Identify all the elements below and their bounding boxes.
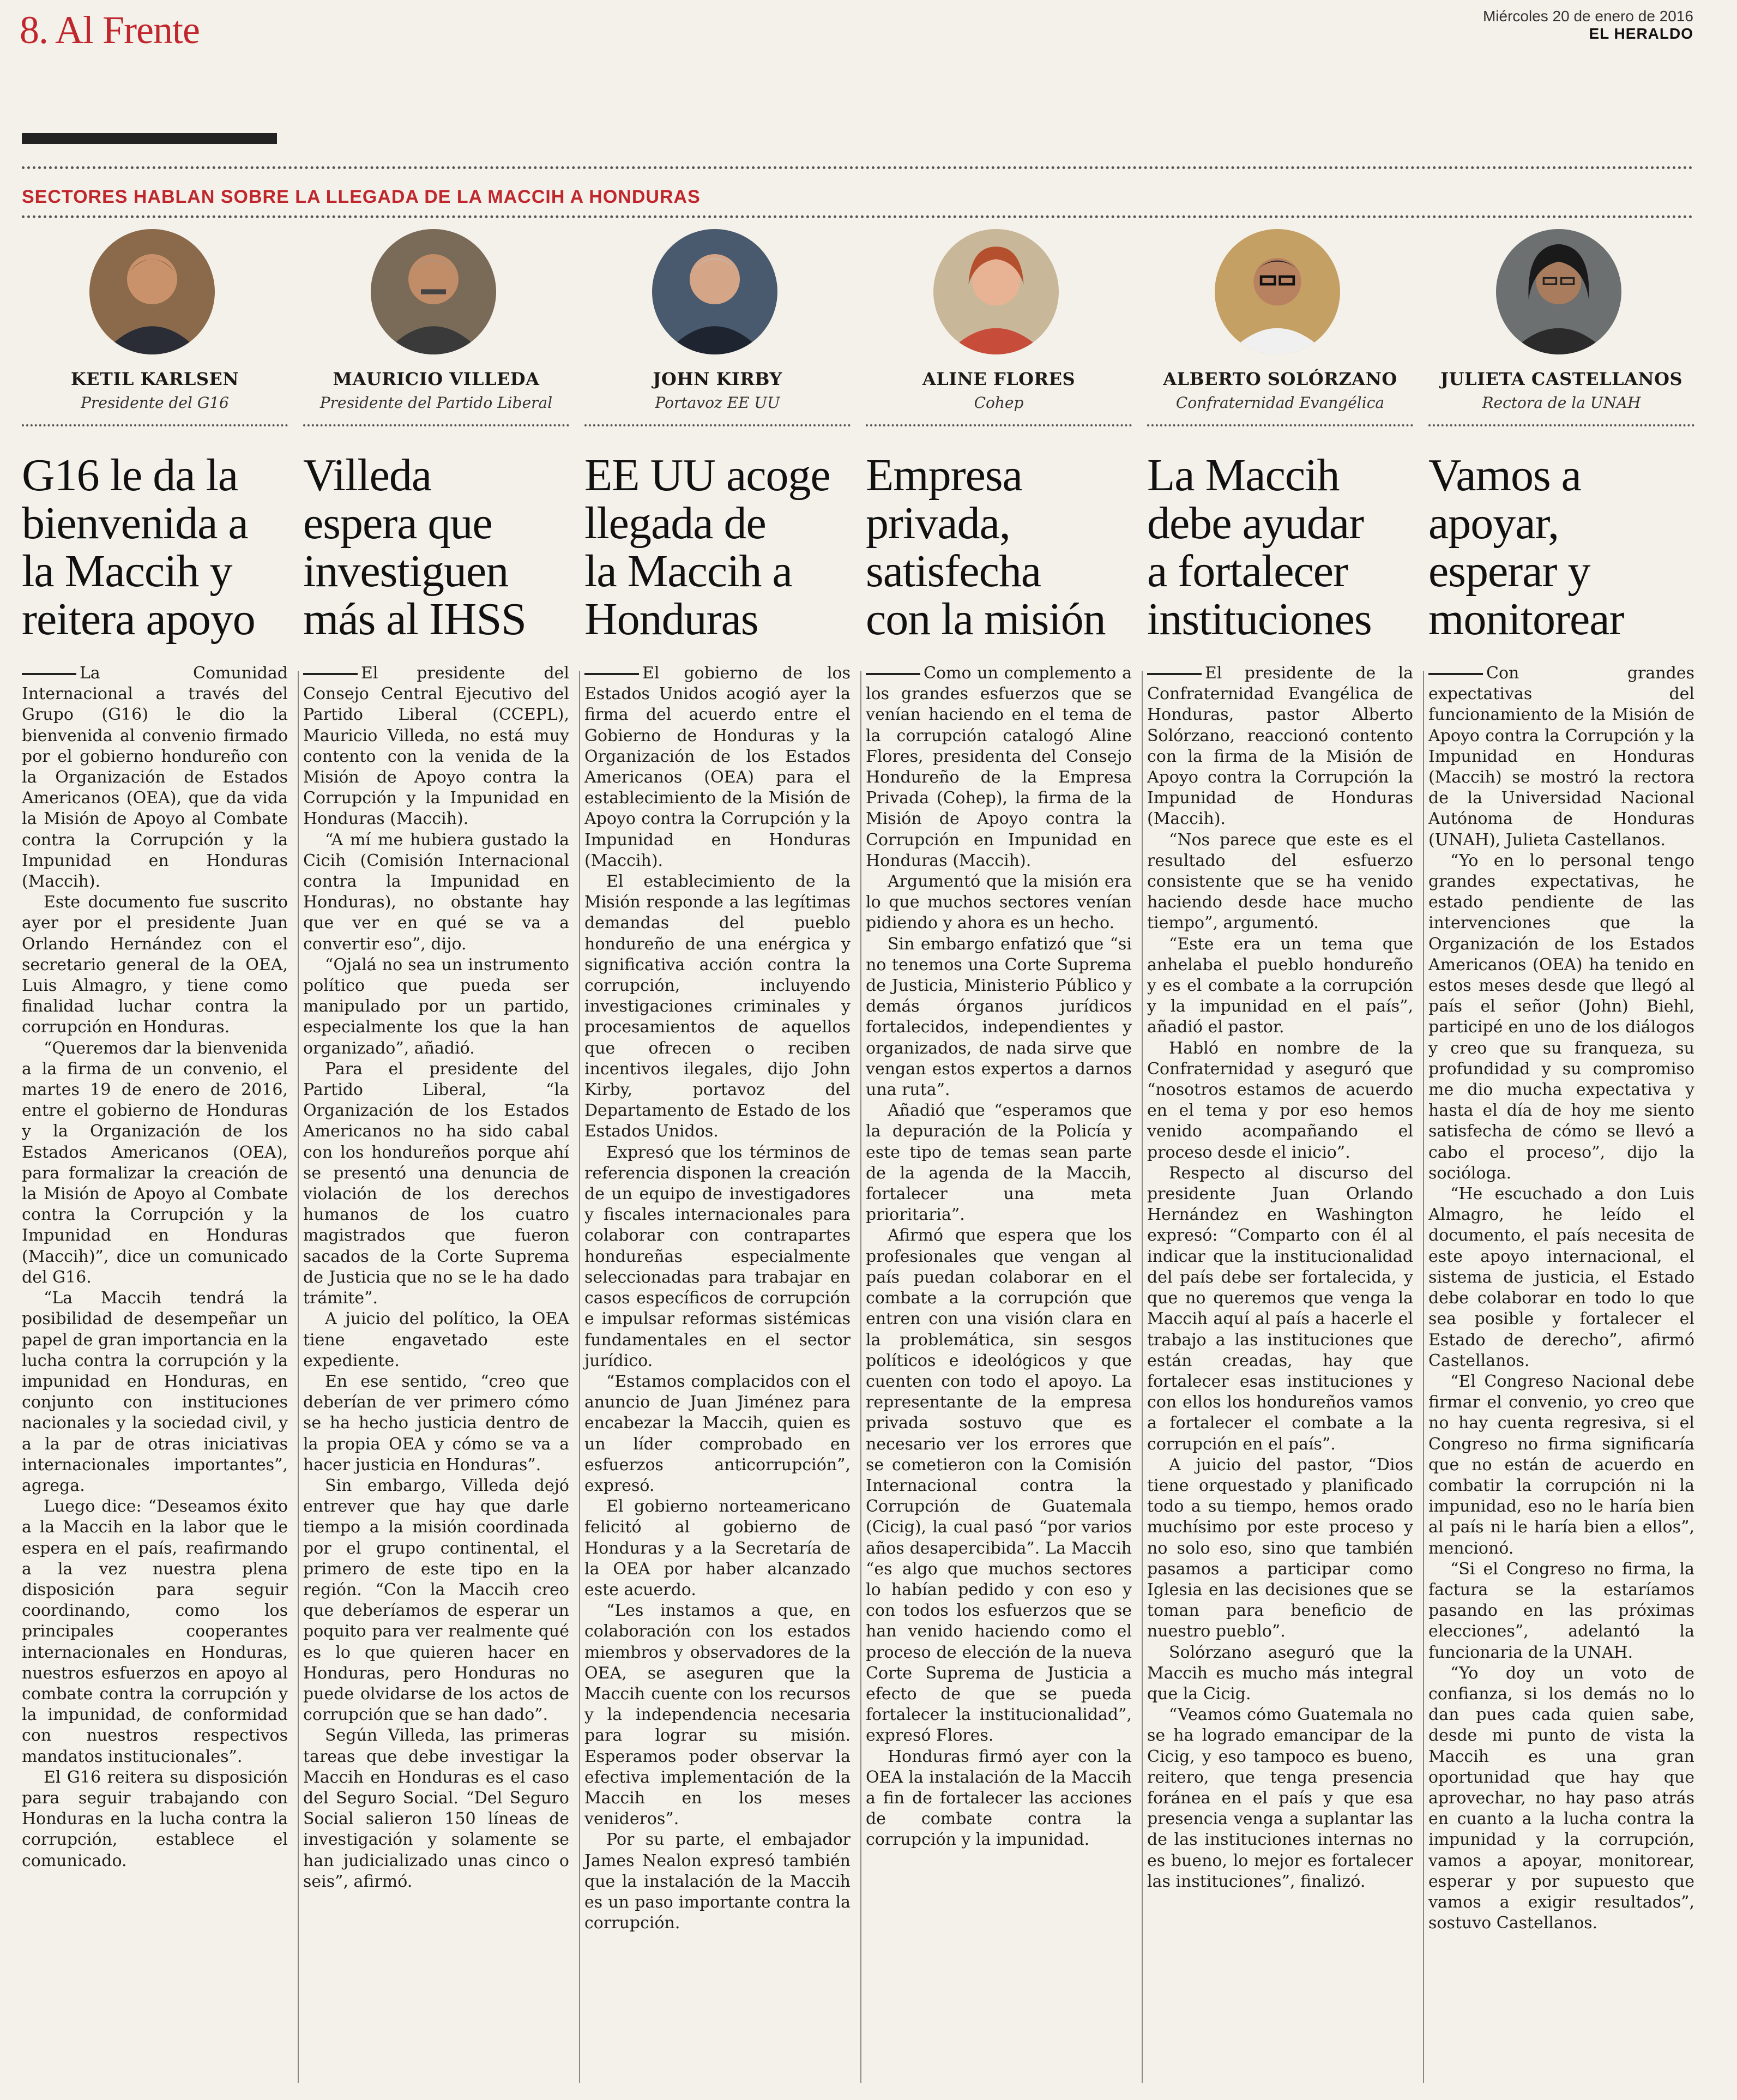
headline: Villeda espera que investiguen más al IHSS (303, 450, 526, 645)
paragraph: “A mí me hubiera gustado la Cicih (Comisión Internacional contra la Impunidad en Honduras), no obstante hay que ver en qué se va a convertir eso”, dijo. (303, 830, 569, 954)
divider (22, 166, 1693, 169)
paragraph: “Yo en lo personal tengo grandes expectativas, he estado pendiente de las intervenciones que la Organización de los Estados Americanos (OEA) ha tenido en estos meses desde que llegó al país el señor (John) Biehl, participé en uno de los diálogos y creo que su franqueza, su profundidad y su compromiso me dio mucha expectativa y hasta el día de hoy me siento satisfecha de cómo se llevó a cabo el proceso”, dijo la socióloga. (1428, 851, 1694, 1183)
article-column (22, 229, 288, 2083)
article-body (303, 663, 569, 1892)
paragraph: Afirmó que espera que los profesionales que vengan al país puedan colaborar en el combate a la corrupción que entren con una visión clara en la problemática, sin sesgos políticos e ideológicos y que cuenten con todo el apoyo. La representante de la empresa privada sostuvo que es necesario ver los errores que se cometieron con la Comisión Internacional contra la Corrupción de Guatemala (Cicig), la cual pasó “por varios años desapercibida”. La Maccih “es algo que muchos sectores lo habían pedido y con eso y con todos los esfuerzos que se han venido haciendo como el proceso de elección de la nueva Corte Suprema de Justicia a efecto de que se pueda fortalecer la institucionalidad”, expresó Flores. (866, 1226, 1132, 1746)
divider (22, 215, 1693, 218)
article-column (1147, 229, 1413, 2083)
person-name: ALBERTO SOLÓRZANO (1163, 369, 1397, 389)
paragraph: Sin embargo enfatizó que “si no tenemos una Corte Suprema de Justicia, Ministerio Público y demás órganos jurídicos fortalecidos, independientes y organizados, de nada sirve que vengan estos expertos a darnos una ruta”. (866, 934, 1132, 1100)
paragraph: Añadió que “esperamos que la depuración de la Policía y este tipo de temas sean parte de la agenda de la Maccih, fortalecer una meta prioritaria”. (866, 1101, 1132, 1225)
section-bar (22, 133, 277, 144)
paragraph: “Yo doy un voto de confianza, si los demás no lo dan pues cada quien sabe, desde mi punto de vista la Maccih es una gran oportunidad que hay que aprovechar, no hay paso atrás en cuanto a la lucha contra la impunidad y la corrupción, vamos a apoyar, monitorear, esperar y por supuesto que vamos a exigir resultados”, sostuvo Castellanos. (1428, 1663, 1694, 1933)
article-body (584, 663, 851, 1934)
paragraph: Honduras firmó ayer con la OEA la instalación de la Maccih a fin de fortalecer las acciones de combate contra la corrupción y la impunidad. (866, 1747, 1132, 1850)
paragraph: Como un complemento a los grandes esfuerzos que se venían haciendo en el tema de la corrupción catalogó Aline Flores, presidenta del Consejo Hondureño de la Empresa Privada (Cohep), la firma de la Misión de Apoyo contra la Corrupción en Impunidad en Honduras (Maccih). (866, 663, 1132, 871)
paragraph: “Les instamos a que, en colaboración con los estados miembros y observadores de la OEA, se aseguren que la Maccih cuente con los recursos y la independencia necesaria para lograr su misión. Esperamos poder observar la efectiva implementación de la Maccih en los meses venideros”. (584, 1601, 851, 1829)
portrait-photo (1496, 229, 1621, 354)
paragraph: A juicio del político, la OEA tiene engavetado este expediente. (303, 1309, 569, 1370)
paragraph: Para el presidente del Partido Liberal, “la Organización de los Estados Americanos no ha sido cabal con los hondureños porque ahí se presentó una denuncia de violación de los derechos humanos de los cuatro magistrados que fueron sacados de la Corte Suprema de Justicia que no se le ha dado trámite”. (303, 1059, 569, 1308)
portrait-photo (652, 229, 777, 354)
paragraph: “Nos parece que este es el resultado del esfuerzo consistente que se ha venido haciendo desde hace mucho tiempo”, argumentó. (1147, 830, 1413, 933)
person-name: KETIL KARLSEN (70, 369, 239, 389)
paragraph: “La Maccih tendrá la posibilidad de desempeñar un papel de gran importancia en la lucha contra la corrupción y la impunidad en Honduras, en conjunto con instituciones nacionales y la sociedad civil, y a la par de otras iniciativas internacionales importantes”, agrega. (22, 1289, 288, 1495)
headline: Empresa privada, satisfecha con la misión (866, 450, 1106, 645)
section-title: 8. Al Frente (20, 8, 200, 52)
person-role: Portavoz EE UU (655, 394, 780, 412)
paragraph: Por su parte, el embajador James Nealon expresó también que la instalación de la Maccih es un paso importante contra la corrupción. (584, 1830, 851, 1933)
person-name: ALINE FLORES (922, 369, 1076, 389)
article-column (303, 229, 569, 2083)
headline: EE UU acoge llegada de la Maccih a Honduras (584, 450, 830, 645)
column-rule (1142, 671, 1143, 2083)
paragraph: La Comunidad Internacional a través del Grupo (G16) le dio la bienvenida al convenio firmado por el gobierno hondureño con la Organización de Estados Americanos (OEA), que da vida la Misión de Apoyo al Combate contra la Corrupción y la Impunidad en Honduras (Maccih). (22, 663, 288, 892)
paragraph: Con grandes expectativas del funcionamiento de la Misión de Apoyo contra la Corrupción y la Impunidad en Honduras (Maccih) se mostró la rectora de la Universidad Nacional Autónoma de Honduras (UNAH), Julieta Castellanos. (1428, 663, 1694, 851)
kicker: SECTORES HABLAN SOBRE LA LLEGADA DE LA MACCIH A HONDURAS (22, 186, 701, 207)
paragraph: “Este era un tema que anhelaba el pueblo hondureño y es el combate a la corrupción y la impunidad en el país”, añadió el pastor. (1147, 934, 1413, 1037)
portrait-photo (933, 229, 1059, 354)
headline: G16 le da la bienvenida a la Maccih y reitera apoyo (22, 450, 255, 645)
article-body (866, 663, 1132, 1851)
paragraph: El presidente del Consejo Central Ejecutivo del Partido Liberal (CCEPL), Mauricio Villeda, no está muy contento con la venida de la Misión de Apoyo contra la Corrupción y la Impunidad en Honduras (Maccih). (303, 663, 569, 830)
divider (584, 424, 851, 426)
portrait-photo (371, 229, 496, 354)
paragraph: El establecimiento de la Misión responde a las legítimas demandas del pueblo hondureño de una enérgica y significativa acción contra la corrupción, incluyendo investigaciones criminales y procesamientos de aquellos que ofrecen o reciben incentivos ilegales, dijo John Kirby, portavoz del Departamento de Estado de los Estados Unidos. (584, 872, 851, 1141)
divider (1428, 424, 1694, 426)
paragraph: “Veamos cómo Guatemala no se ha logrado emancipar de la Cicig, y eso tampoco es bueno, reitero, que tenga presencia foránea en el país y que esa presencia venga a suplantar las de las instituciones internas no es bueno, lo mejor es fortalecer las instituciones”, finalizó. (1147, 1705, 1413, 1891)
column-rule (1423, 671, 1424, 2083)
paragraph: “Ojalá no sea un instrumento político que pueda ser manipulado por un partido, especialmente los que la han organizado”, añadió. (303, 955, 569, 1058)
paragraph: El gobierno de los Estados Unidos acogió ayer la firma del acuerdo entre el Gobierno de Honduras y la Organización de los Estados Americanos (OEA) para el establecimiento de la Misión de Apoyo contra la Corrupción y la Impunidad en Honduras (Maccih). (584, 663, 851, 871)
paragraph: “El Congreso Nacional debe firmar el convenio, yo creo que no hay cuenta regresiva, si el Congreso no firma significaría que no están de acuerdo en combatir la corrupción ni la impunidad, eso no le haría bien al país ni le haría bien a ellos”, mencionó. (1428, 1371, 1694, 1558)
divider (1147, 424, 1413, 426)
headline: Vamos a apoyar, esperar y monitorear (1428, 450, 1624, 645)
article-column (866, 229, 1132, 2083)
article-column (1428, 229, 1694, 2083)
column-rule (298, 671, 299, 2083)
paragraph: “Queremos dar la bienvenida a la firma de un convenio, el martes 19 de enero de 2016, entre el gobierno de Honduras y la Organización de los Estados Americanos (OEA), para formalizar la creación de la Misión de Apoyo al Combate contra la Corrupción y la Impunidad en Honduras (Maccih)”, dice un comunicado del G16. (22, 1038, 288, 1287)
paragraph: “He escuchado a don Luis Almagro, he leído el documento, el país necesita de este apoyo internacional, el sistema de justicia, el Estado debe colaborar en todo lo que sea posible y fortalecer el Estado de derecho”, afirmó Castellanos. (1428, 1184, 1694, 1370)
person-name: JOHN KIRBY (653, 369, 782, 389)
paragraph: Argumentó que la misión era lo que muchos sectores venían pidiendo y ahora es un hecho. (866, 872, 1132, 933)
person-role: Confraternidad Evangélica (1175, 394, 1385, 412)
article-body (22, 663, 288, 1872)
headline: La Maccih debe ayudar a fortalecer instituciones (1147, 450, 1372, 645)
paragraph: En ese sentido, “creo que deberían de ver primero cómo se ha hecho justicia dentro de la propia OEA y cómo se va a hacer justicia en Honduras”. (303, 1371, 569, 1475)
paragraph: Respecto al discurso del presidente Juan Orlando Hernández en Washington expresó: “Comparto con él al indicar que la institucionalidad del país debe ser fortalecida, y que no queremos que venga la Maccih aquí al país a hacerle el trabajo a las instituciones que están creadas, hay que fortalecer esas instituciones y con ellos los hondureños vamos a fortalecer el combate a la corrupción en el país”. (1147, 1163, 1413, 1454)
paragraph: Este documento fue suscrito ayer por el presidente Juan Orlando Hernández con el secretario general de la OEA, Luis Almagro, y tiene como finalidad luchar contra la corrupción en Honduras. (22, 893, 288, 1037)
divider (22, 424, 288, 426)
paragraph: El gobierno norteamericano felicitó al gobierno de Honduras y a la Secretaría de la OEA por haber alcanzado este acuerdo. (584, 1497, 851, 1599)
person-role: Presidente del Partido Liberal (319, 394, 553, 412)
person-role: Cohep (974, 394, 1024, 412)
portrait-photo (1215, 229, 1340, 354)
column-rule (860, 671, 861, 2083)
paragraph: Habló en nombre de la Confraternidad y aseguró que “nosotros estamos de acuerdo en el tema y por eso hemos venido acompañando el proceso desde el inicio”. (1147, 1038, 1413, 1162)
paragraph: A juicio del pastor, “Dios tiene orquestado y planificado todo a su tiempo, hemos orado muchísimo por este proceso y no solo eso, sino que también pasamos a participar como Iglesia en las decisiones que se toman para beneficio de nuestro pueblo”. (1147, 1455, 1413, 1641)
paragraph: “Estamos complacidos con el anuncio de Juan Jiménez para encabezar la Maccih, quien es un líder comprobado en esfuerzos anticorrupción”, expresó. (584, 1371, 851, 1495)
paragraph: Según Villeda, las primeras tareas que debe investigar la Maccih en Honduras es el caso del Seguro Social. “Del Seguro Social salieron 150 líneas de investigación y solamente se han judicializado unas cinco o seis”, afirmó. (303, 1726, 569, 1891)
person-role: Presidente del G16 (81, 394, 229, 412)
article-body (1428, 663, 1694, 1934)
issue-date: Miércoles 20 de enero de 2016 (1482, 8, 1693, 25)
paragraph: El presidente de la Confraternidad Evangélica de Honduras, pastor Alberto Solórzano, reaccionó contento con la firma de la Misión de Apoyo contra la Corrupción la Impunidad de Honduras (Maccih). (1147, 663, 1413, 830)
divider (866, 424, 1132, 426)
newspaper-name: EL HERALDO (1589, 25, 1693, 42)
paragraph: “Si el Congreso no firma, la factura se la estaríamos pasando en las próximas elecciones”, adelantó la funcionaria de la UNAH. (1428, 1559, 1694, 1662)
paragraph: Expresó que los términos de referencia disponen la creación de un equipo de investigadores y fiscales internacionales para colaborar con contrapartes hondureñas especialmente seleccionadas para trabajar en casos específicos de corrupción e impulsar reformas sistémicas fundamentales en el sector jurídico. (584, 1142, 851, 1370)
person-name: JULIETA CASTELLANOS (1440, 369, 1683, 389)
masthead (1483, 8, 1693, 43)
person-role: Rectora de la UNAH (1482, 394, 1641, 412)
divider (303, 424, 569, 426)
paragraph: El G16 reitera su disposición para seguir trabajando con Honduras en la lucha contra la corrupción, establece el comunicado. (22, 1767, 288, 1870)
article-column (584, 229, 851, 2083)
paragraph: Solórzano aseguró que la Maccih es mucho más integral que la Cicig. (1147, 1642, 1413, 1704)
paragraph: Sin embargo, Villeda dejó entrever que hay que darle tiempo a la misión coordinada por el grupo continental, el primero de este tipo en la región. “Con la Maccih creo que deberíamos de esperar un poquito para ver realmente qué es lo que quieren hacer en Honduras, pero Honduras no puede olvidarse de los actos de corrupción que se han dado”. (303, 1476, 569, 1725)
column-rule (579, 671, 580, 2083)
person-name: MAURICIO VILLEDA (333, 369, 540, 389)
article-body (1147, 663, 1413, 1892)
paragraph: Luego dice: “Deseamos éxito a la Maccih en la labor que le espera en el país, reafirmando a la vez nuestra plena disposición para seguir coordinando, como los principales cooperantes internacionales en Honduras, nuestros esfuerzos en apoyo al combate contra la corrupción y la impunidad, de conformidad con nuestros respectivos mandatos institucionales”. (22, 1497, 288, 1766)
portrait-photo (89, 229, 215, 354)
